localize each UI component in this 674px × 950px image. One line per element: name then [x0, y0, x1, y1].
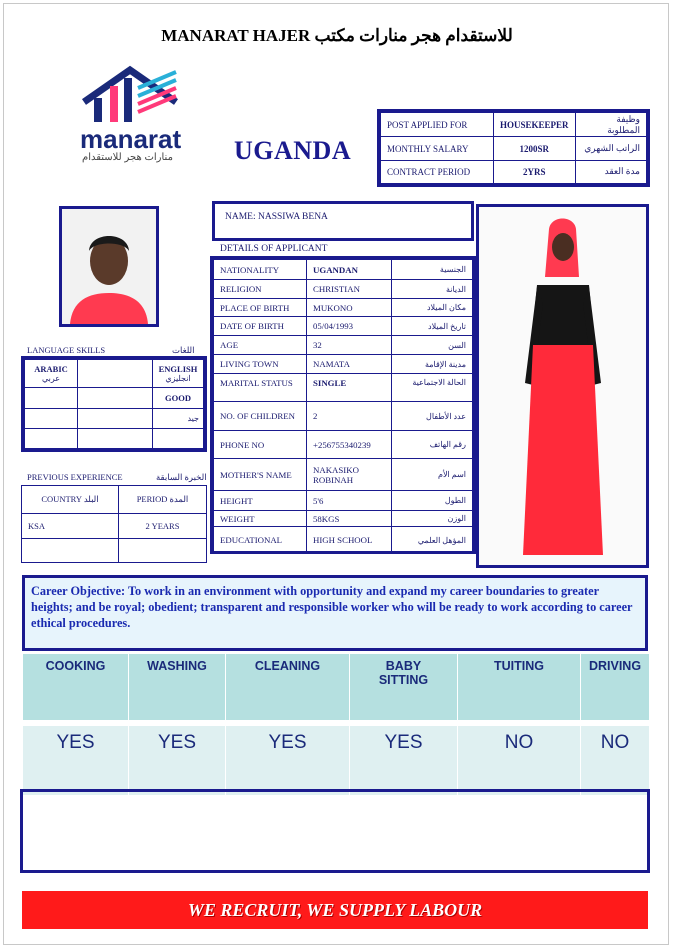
detail-label: MOTHER'S NAME [214, 459, 307, 491]
detail-arabic: مكان الميلاد [392, 299, 473, 317]
detail-arabic: عدد الأطفال [392, 402, 473, 431]
detail-value: 2 [307, 402, 392, 431]
detail-value: MUKONO [307, 299, 392, 317]
detail-row [214, 431, 473, 459]
detail-value: NAKASIKO ROBINAH [307, 459, 392, 491]
detail-label: HEIGHT [214, 491, 307, 511]
agency-title: MANARAT HAJER للاستقدام هجر منارات مكتب [161, 26, 513, 45]
english-label: ENGLISH [158, 364, 198, 375]
detail-arabic: مدينة الإقامة [392, 355, 473, 374]
language-table [21, 356, 207, 452]
detail-row [214, 527, 473, 554]
post-label: POST APPLIED FOR [381, 113, 494, 137]
skill-value: YES [350, 726, 458, 796]
detail-label: NO. OF CHILDREN [214, 402, 307, 431]
post-value: HOUSEKEEPER [494, 113, 576, 137]
detail-arabic: الديانة [392, 280, 473, 299]
post-value: 1200SR [494, 137, 576, 160]
experience-period: 2 YEARS [119, 514, 207, 539]
detail-arabic: تاريخ الميلاد [392, 317, 473, 336]
arabic-level [78, 360, 153, 388]
detail-value: 05/04/1993 [307, 317, 392, 336]
detail-row [214, 280, 473, 299]
empty-cell [78, 408, 153, 428]
skills-table [22, 653, 650, 796]
experience-row [22, 539, 207, 563]
detail-value: UGANDAN [307, 260, 392, 280]
english-level-ar: جيد [153, 408, 204, 428]
detail-row [214, 459, 473, 491]
post-row [381, 160, 647, 183]
empty-cell [25, 388, 78, 408]
post-info-box [377, 109, 650, 187]
english-label-ar: انجليزي [165, 374, 191, 384]
skills-header-row [23, 654, 650, 721]
post-arabic: وظيفة المطلوبة [575, 113, 646, 137]
name-box [212, 201, 474, 241]
country-heading: UGANDA [234, 136, 352, 165]
detail-row [214, 374, 473, 402]
empty-cell [78, 428, 153, 448]
arabic-label: ARABIC [34, 364, 68, 375]
detail-value: 5'6 [307, 491, 392, 511]
full-body-image [479, 207, 646, 565]
logo-word: manarat [80, 124, 182, 154]
country-header: COUNTRY البلد [22, 486, 119, 514]
detail-label: PLACE OF BIRTH [214, 299, 307, 317]
detail-label: AGE [214, 336, 307, 355]
skill-header: BABY SITTING [350, 654, 458, 721]
empty-cell [119, 539, 207, 563]
post-label: CONTRACT PERIOD [381, 160, 494, 183]
detail-label: NATIONALITY [214, 260, 307, 280]
detail-row [214, 299, 473, 317]
detail-label: WEIGHT [214, 511, 307, 527]
empty-cell [25, 428, 78, 448]
detail-arabic: اسم الأم [392, 459, 473, 491]
empty-cell [22, 539, 119, 563]
experience-row [22, 514, 207, 539]
detail-label: DATE OF BIRTH [214, 317, 307, 336]
language-row [25, 408, 204, 428]
skill-header: TUITING [458, 654, 581, 721]
detail-arabic: الوزن [392, 511, 473, 527]
detail-arabic: الطول [392, 491, 473, 511]
detail-row [214, 336, 473, 355]
applicant-name: NAME: NASSIWA BENA [225, 212, 328, 222]
skill-value: YES [129, 726, 226, 796]
portrait-image [62, 209, 156, 324]
details-title: DETAILS OF APPLICANT [220, 244, 328, 254]
detail-arabic: الجنسية [392, 260, 473, 280]
detail-row [214, 491, 473, 511]
logo-subtitle: منارات هجر للاستقدام [82, 152, 173, 163]
empty-cell [25, 408, 78, 428]
english-level: GOOD [153, 388, 204, 408]
language-row [25, 388, 204, 408]
detail-row [214, 511, 473, 527]
experience-header-row [22, 486, 207, 514]
experience-country: KSA [22, 514, 119, 539]
detail-row [214, 355, 473, 374]
detail-arabic: السن [392, 336, 473, 355]
skill-header: DRIVING [581, 654, 650, 721]
skill-header: CLEANING [226, 654, 350, 721]
detail-label: LIVING TOWN [214, 355, 307, 374]
post-arabic: مدة العقد [575, 160, 646, 183]
detail-value: +256755340239 [307, 431, 392, 459]
skill-value: NO [458, 726, 581, 796]
english-cell [153, 360, 204, 388]
detail-arabic: رقم الهاتف [392, 431, 473, 459]
detail-row [214, 317, 473, 336]
detail-label: EDUCATIONAL [214, 527, 307, 554]
applicant-full-photo [476, 204, 649, 568]
skill-header: WASHING [129, 654, 226, 721]
experience-table [21, 485, 207, 563]
post-row [381, 137, 647, 160]
period-header: PERIOD المدة [119, 486, 207, 514]
skill-header: COOKING [23, 654, 129, 721]
detail-arabic: المؤهل العلمي [392, 527, 473, 554]
notes-box [20, 789, 650, 873]
arabic-label-ar: عربي [41, 374, 61, 384]
detail-arabic: الحالة الاجتماعية [392, 374, 473, 402]
experience-title-arabic: الخبرة السابقة [156, 472, 207, 482]
details-table [210, 256, 476, 554]
detail-value: 32 [307, 336, 392, 355]
detail-value: CHRISTIAN [307, 280, 392, 299]
detail-value: NAMATA [307, 355, 392, 374]
language-title-arabic: اللغات [172, 345, 195, 355]
detail-value: SINGLE [307, 374, 392, 402]
skill-value: YES [23, 726, 129, 796]
skill-value: YES [226, 726, 350, 796]
recruit-banner: WE RECRUIT, WE SUPPLY LABOUR [22, 891, 648, 929]
post-value: 2YRS [494, 160, 576, 183]
detail-label: RELIGION [214, 280, 307, 299]
career-objective: Career Objective: To work in an environment with opportunity and expand my career boundaries to greater heights; and be royal; obedient; transparent and responsible worker who will be ready to work according to career ethical procedures. [22, 575, 648, 651]
empty-cell [78, 388, 153, 408]
language-row [25, 428, 204, 448]
post-arabic: الراتب الشهري [575, 137, 646, 160]
applicant-portrait-photo [59, 206, 159, 327]
detail-label: PHONE NO [214, 431, 307, 459]
empty-cell [153, 428, 204, 448]
language-title: LANGUAGE SKILLS [27, 345, 106, 355]
logo-house-icon [80, 62, 180, 126]
post-row [381, 113, 647, 137]
skill-value: NO [581, 726, 650, 796]
language-row [25, 360, 204, 388]
detail-value: HIGH SCHOOL [307, 527, 392, 554]
post-label: MONTHLY SALARY [381, 137, 494, 160]
detail-row [214, 260, 473, 280]
detail-value: 58KGS [307, 511, 392, 527]
detail-row [214, 402, 473, 431]
skills-value-row [23, 726, 650, 796]
arabic-cell [25, 360, 78, 388]
experience-title: PREVIOUS EXPERIENCE [27, 472, 123, 482]
detail-label: MARITAL STATUS [214, 374, 307, 402]
